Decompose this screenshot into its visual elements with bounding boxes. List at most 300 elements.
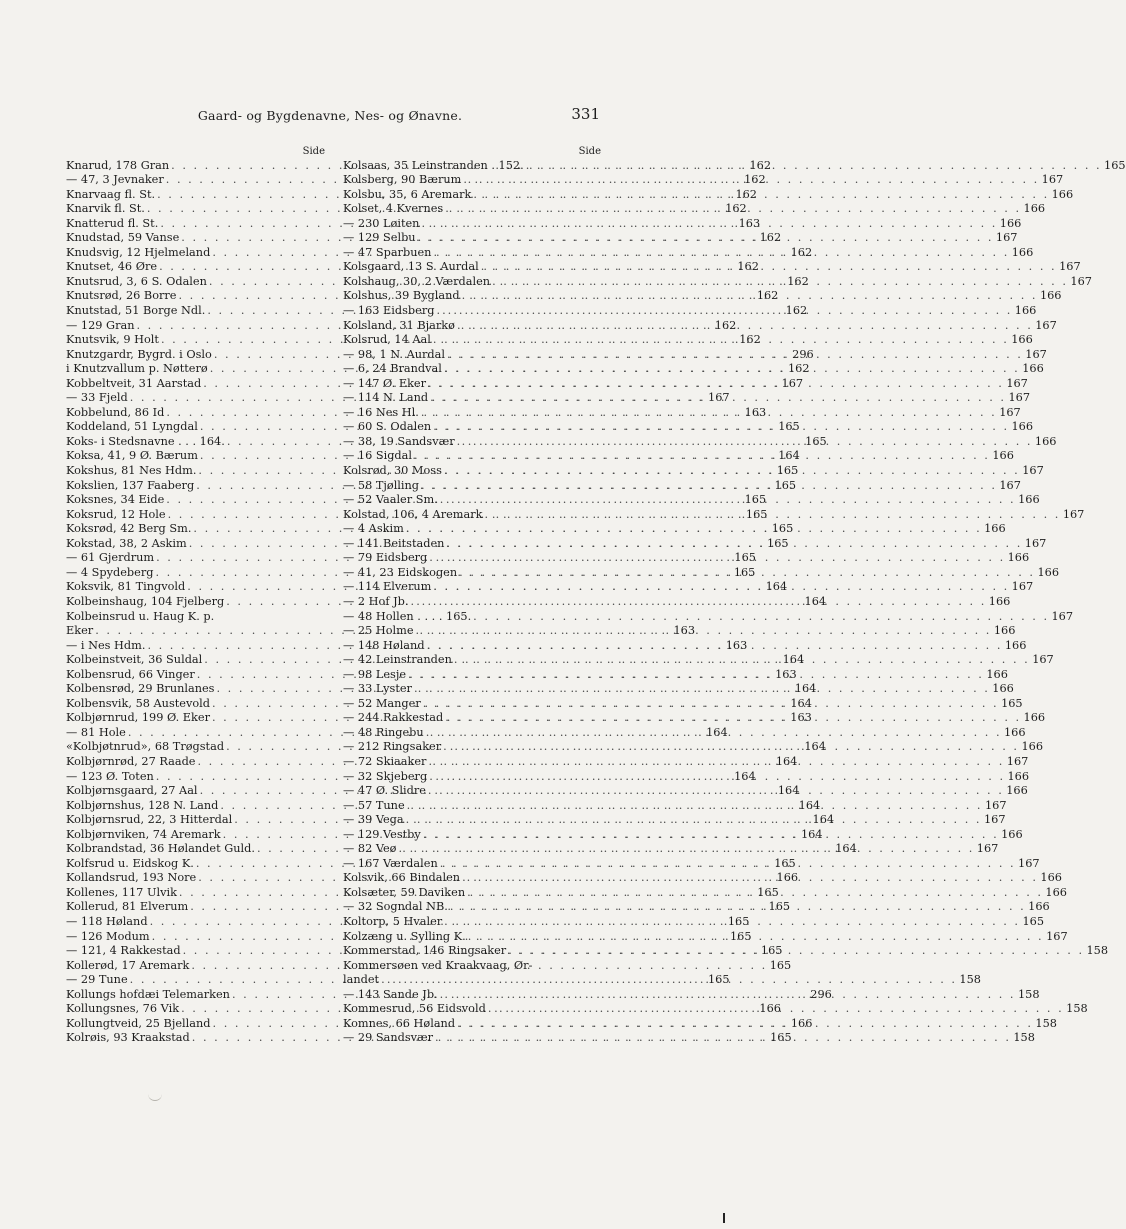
entry-page: 166: [1011, 245, 1034, 259]
entry-name: Kokstad, 38, 2 Askim: [66, 536, 187, 550]
entry-page: 165: [778, 420, 800, 434]
entry-page: 166: [993, 624, 1016, 638]
entry-page: 165: [727, 914, 750, 928]
entry-name: «Kolbjøtnrud», 68 Trøgstad: [66, 740, 225, 754]
entry-page: 167: [708, 391, 730, 405]
entry-page: 158: [959, 973, 981, 987]
pencil-mark: [148, 1094, 162, 1101]
entry-name: — 39 Vega: [343, 813, 404, 827]
entry-name: — 52 Manger: [343, 696, 421, 710]
entry-page: 165: [744, 493, 767, 507]
entry-page: 166: [1023, 711, 1046, 725]
entry-name: Kolsberg, 90 Bærum: [343, 173, 462, 187]
leader-dots: [419, 479, 999, 494]
entry-name: Kolshaug, 30, 2 Værdalen: [343, 274, 491, 288]
leader-dots: [441, 740, 1021, 755]
entry-name: — 82 Veø: [343, 842, 397, 856]
entry-name: — 126 Modum: [66, 929, 150, 943]
entry-name: Kollandsrud, 193 Nore: [66, 871, 197, 885]
leader-dots: [460, 871, 1040, 886]
entry-page: 167: [983, 813, 1006, 827]
entry-page: 166: [759, 1002, 781, 1016]
leader-dots: [396, 842, 976, 857]
entry-name: — 52 Vaaler Sm.: [343, 493, 438, 507]
entry-name: landet: [343, 973, 380, 987]
entry-page: 167: [1051, 609, 1074, 623]
entry-page: 162: [790, 245, 813, 259]
leader-dots: [421, 697, 1001, 712]
entry-name: Kolbeinstveit, 36 Suldal: [66, 653, 203, 667]
leader-dots: [455, 319, 1035, 334]
entry-name: — 38, 19 Sandsvær: [343, 434, 455, 448]
leader-dots: [404, 522, 984, 537]
entry-name: — 148 Høland: [343, 638, 425, 652]
leader-dots: [438, 988, 1018, 1003]
entry-page: 165: [1104, 158, 1126, 172]
entry-page: 167: [1024, 536, 1047, 550]
entry-page: 166: [1006, 784, 1028, 798]
leader-dots: [408, 595, 988, 610]
entry-name: — 58 Tjølling: [343, 478, 420, 492]
entry-page: 165: [805, 434, 827, 448]
entry-name: — 60 S. Odalen: [343, 420, 432, 434]
entry-page: 167: [1008, 391, 1031, 405]
entry-page: 167: [1011, 580, 1034, 594]
edge-mark: [723, 1213, 725, 1223]
leader-dots: [444, 537, 1024, 552]
entry-name: Kolsæter, 59 Daviken: [343, 885, 466, 899]
entry-name: — 25 Holme: [343, 624, 414, 638]
leader-dots: [506, 944, 1086, 959]
leader-dots: [405, 799, 985, 814]
entry-page: 164: [775, 754, 798, 768]
leader-dots: [425, 639, 1005, 654]
entry-page: 162: [735, 187, 757, 201]
entry-page: 162: [749, 158, 772, 172]
leader-dots: [486, 1002, 1066, 1017]
entry-page: 167: [1035, 318, 1057, 332]
entry-name: Kolsland, 31 Bjarkø: [343, 318, 455, 332]
entry-name: Kolbjørnsrud, 22, 3 Hitterdal: [66, 813, 233, 827]
leader-dots: [427, 551, 1007, 566]
leader-dots: [434, 304, 1014, 319]
leader-dots: [431, 580, 1011, 595]
entry-name: — 6, 24 Brandval: [343, 362, 442, 376]
entry-page: 163: [775, 667, 797, 681]
entry-name: Kollenes, 117 Ulvik: [66, 885, 177, 899]
entry-page: 165: [770, 1031, 792, 1045]
entry-page: 165: [707, 973, 730, 987]
entry-page: 165: [774, 478, 797, 492]
entry-page: 167: [781, 376, 804, 390]
leader-dots: [466, 930, 1046, 945]
index-entry: [343, 376, 1028, 392]
entry-page: 164: [790, 696, 812, 710]
entry-page: 166: [1034, 434, 1057, 448]
entry-name: Kommesrud, 56 Eidsvold: [343, 1002, 486, 1016]
entry-name: — 33 Fjeld: [66, 391, 128, 405]
entry-name: Koltorp, 5 Hvaler: [343, 914, 443, 928]
entry-name: — 143 Sande Jb.: [343, 987, 438, 1001]
entry-name: Knutset, 46 Øre: [66, 260, 158, 274]
entry-page: 163: [725, 638, 748, 652]
index-entry: [66, 610, 325, 625]
entry-page: 162: [756, 289, 779, 303]
entry-page: 164: [777, 784, 800, 798]
entry-name: Kommerstad, 146 Ringsaker: [343, 944, 507, 958]
entry-name: Kolzæng u. Sylling K.: [343, 929, 466, 943]
entry-name: Kolset, 4 Kvernes: [343, 202, 444, 216]
entry-page: 167: [1059, 260, 1081, 274]
entry-name: Kolbeinsrud u. Haug K. p.: [66, 609, 215, 623]
entry-name: Kolbjørnrød, 27 Raade: [66, 754, 196, 768]
entry-name: Kobbelund, 86 Id: [66, 405, 165, 419]
side-column-label: Side: [578, 146, 601, 157]
leader-dots: [412, 682, 992, 697]
entry-name: — 129 Gran: [66, 318, 135, 332]
entry-page: 166: [1040, 871, 1062, 885]
entry-page: 166: [1037, 565, 1060, 579]
entry-page: 164: [734, 769, 756, 783]
entry-page: 166: [1011, 420, 1034, 434]
leader-dots: [406, 668, 986, 683]
entry-page: 162: [787, 274, 809, 288]
entry-page: 166: [992, 449, 1014, 463]
entry-name: i Knutzvallum p. Nøtterø: [66, 362, 208, 376]
entry-name: — 32 Skjeberg: [343, 769, 428, 783]
entry-page: 162: [788, 362, 810, 376]
entry-page: 164: [794, 682, 817, 696]
entry-name: Kolbjørnrud, 199 Ø. Eker: [66, 711, 210, 725]
leader-dots: [490, 275, 1070, 290]
entry-name: Eker: [66, 624, 94, 638]
index-entry: [343, 391, 1031, 406]
leader-dots: [442, 915, 1022, 930]
entry-name: — 16 Sigdal: [343, 449, 413, 463]
entry-page: 162: [785, 304, 808, 318]
entry-page: 158: [1035, 1016, 1057, 1030]
entry-name: — 4 Spydeberg: [66, 565, 154, 579]
entry-name: — 81 Hole: [66, 725, 126, 739]
entry-name: Knutstad, 51 Borge Ndl.: [66, 304, 206, 318]
entry-name: Kolbensrød, 29 Brunlanes: [66, 682, 215, 696]
entry-name: — 61 Gjerdrum: [66, 551, 155, 565]
entry-page: 162: [725, 202, 747, 216]
entry-page: 167: [1032, 653, 1054, 667]
leader-dots: [431, 333, 1011, 348]
entry-page: 165: [776, 464, 799, 478]
entry-name: Kolbensvik, 58 Austevold: [66, 696, 211, 710]
entry-page: 165: [734, 551, 756, 565]
leader-dots: [479, 260, 1059, 275]
entry-page: 167: [995, 231, 1018, 245]
entry-name: — 141 Beitstaden: [343, 536, 445, 550]
entry-page: 158: [1086, 944, 1109, 958]
entry-name: Kollerud, 81 Elverum: [66, 900, 189, 914]
entry-page: 165: [733, 565, 756, 579]
leader-dots: [404, 813, 984, 828]
entry-page: 164: [804, 594, 827, 608]
entry-name: — 244 Rakkestad: [343, 711, 444, 725]
entry-page: 166: [1014, 304, 1037, 318]
entry-name: — 114 N. Land: [343, 391, 429, 405]
entry-page: 164: [778, 449, 800, 463]
entry-page: 165: [760, 944, 783, 958]
entry-page: 163: [790, 711, 812, 725]
leader-dots: [424, 726, 1004, 741]
leader-dots: [465, 886, 1045, 901]
leader-dots: [427, 770, 1007, 785]
entry-name: — 29 Tune: [66, 973, 128, 987]
entry-page: 167: [1022, 464, 1044, 478]
entry-page: 165: [757, 885, 779, 899]
entry-page: 165: [774, 856, 796, 870]
index-entry: [343, 871, 1062, 886]
entry-page: 166: [1011, 333, 1033, 347]
leader-dots: [457, 566, 1037, 581]
leader-dots: [438, 493, 1018, 508]
entry-page: 167: [1006, 754, 1029, 768]
entry-name: — 47 Sparbuen: [343, 245, 432, 259]
entry-page: 158: [1017, 987, 1040, 1001]
entry-name: — 33 Lyster: [343, 682, 412, 696]
entry-page: 166: [999, 216, 1022, 230]
entry-page: 166: [1007, 551, 1030, 565]
leader-dots: [442, 464, 1022, 479]
entry-name: — 48 Hollen . . . . 165.: [343, 609, 472, 623]
entry-name: — 129 Vestby: [343, 827, 421, 841]
entry-page: 163: [738, 216, 761, 230]
entry-name: Knarvik fl. St.: [66, 202, 145, 216]
leader-dots: [431, 420, 1011, 435]
entry-name: Knudsvig, 12 Hjelmeland: [66, 245, 211, 259]
entry-page: 164: [765, 580, 788, 594]
entry-name: Koksnes, 34 Eide: [66, 493, 165, 507]
entry-name: Kollungsnes, 76 Vik: [66, 1002, 180, 1016]
entry-page: 167: [1041, 173, 1064, 187]
entry-page: 165: [769, 958, 792, 972]
entry-page: 166: [1023, 202, 1046, 216]
entry-page: 165: [729, 929, 752, 943]
leader-dots: [431, 246, 1011, 261]
leader-dots: [445, 348, 1025, 363]
entry-name: Kokshus, 81 Nes Hdm.: [66, 464, 197, 478]
leader-dots: [460, 289, 1040, 304]
leader-dots: [414, 624, 994, 639]
entry-name: Koksrud, 12 Hole: [66, 507, 166, 521]
entry-name: Kollerød, 17 Aremark: [66, 958, 190, 972]
entry-page: 296: [810, 987, 832, 1001]
entry-name: — 163 Eidsberg: [343, 304, 435, 318]
entry-page: 164: [812, 813, 835, 827]
entry-page: 166: [984, 522, 1006, 536]
leader-dots: [455, 435, 1035, 450]
leader-dots: [448, 900, 1028, 915]
leader-dots: [452, 653, 1032, 668]
entry-page: 162: [737, 260, 759, 274]
leader-dots: [483, 508, 1063, 523]
entry-name: — 212 Ringsaker: [343, 740, 442, 754]
entry-page: 166: [790, 1016, 813, 1030]
leader-dots: [426, 784, 1006, 799]
entry-name: — 16 Nes Hl.: [343, 405, 419, 419]
entry-name: Knatterud fl. St.: [66, 216, 159, 230]
entry-page: 167: [999, 478, 1021, 492]
entry-name: Kolsaas, 35 Leinstranden . 152.: [343, 158, 524, 172]
entry-name: Kolsrød, 30 Moss: [343, 464, 442, 478]
entry-name: Kollungtveid, 25 Bjelland: [66, 1016, 211, 1030]
entry-page: 164: [798, 798, 821, 812]
entry-name: Kolfsrud u. Eidskog K.: [66, 856, 194, 870]
entry-page: 167: [999, 405, 1021, 419]
entry-page: 166: [776, 871, 799, 885]
entry-name: Kolbjørnsgaard, 27 Aal: [66, 784, 198, 798]
index-entry: [343, 914, 1045, 930]
entry-page: 166: [1028, 900, 1050, 914]
entry-name: Knarvaag fl. St.: [66, 187, 156, 201]
entry-page: 166: [1045, 885, 1067, 899]
running-title: Gaard- og Bygdenavne, Nes- og Ønavne.: [197, 108, 463, 123]
entry-name: — 114 Elverum: [343, 580, 432, 594]
leader-dots: [412, 449, 992, 464]
entry-page: 166: [1007, 769, 1030, 783]
entry-page: 162: [759, 231, 782, 245]
entry-page: 163: [673, 624, 696, 638]
entry-name: — 48 Ringebu: [343, 725, 424, 739]
entry-name: — 32 Sogndal NB.: [343, 900, 448, 914]
entry-name: Kolsvik, 66 Bindalen: [343, 871, 461, 885]
leader-dots: [471, 188, 1051, 203]
entry-page: 164: [835, 842, 857, 856]
leader-dots: [471, 610, 1051, 625]
entry-page: 167: [1006, 376, 1028, 390]
leader-dots: [524, 159, 1104, 174]
leader-dots: [443, 711, 1023, 726]
entry-name: — 147 Ø. Eker: [343, 376, 426, 390]
entry-name: — 129 Selbu: [343, 231, 416, 245]
entry-name: Koksrød, 42 Berg Sm.: [66, 522, 192, 536]
entry-name: Kolbjørnviken, 74 Aremark: [66, 827, 221, 841]
leader-dots: [433, 1031, 1013, 1046]
entry-page: 165: [1001, 696, 1023, 710]
entry-name: — 57 Tune: [343, 798, 405, 812]
entry-name: Kolsbu, 35, 6 Aremark: [343, 187, 472, 201]
entry-name: Knutsrød, 26 Borre: [66, 289, 177, 303]
entry-page: 167: [1062, 507, 1085, 521]
entry-name: — 230 Løiten: [343, 216, 420, 230]
entry-page: 166: [992, 682, 1014, 696]
entry-page: 167: [984, 798, 1007, 812]
entry-page: 166: [1021, 740, 1044, 754]
page-header: [60, 105, 600, 130]
entry-name: — 98 Lesje: [343, 667, 407, 681]
entry-name: — 123 Ø. Toten: [66, 769, 154, 783]
entry-page: 166: [988, 594, 1011, 608]
entry-name: Koks- i Stedsnavne . . . 164.: [66, 434, 225, 448]
entry-name: — 72 Skiaaker: [343, 754, 427, 768]
entry-page: 166: [1022, 362, 1044, 376]
leader-dots: [379, 973, 959, 988]
entry-page: 166: [1004, 638, 1027, 652]
leader-dots: [419, 217, 999, 232]
leader-dots: [421, 828, 1001, 843]
index-entry: [343, 609, 1074, 625]
leader-dots: [426, 755, 1006, 770]
entry-name: Kolbeinshaug, 104 Fjelberg: [66, 594, 225, 608]
entry-name: Koksvik, 81 Tingvold: [66, 580, 186, 594]
entry-page: 162: [744, 173, 766, 187]
leader-dots: [416, 231, 996, 246]
entry-page: 165: [1022, 914, 1045, 928]
entry-name: Knutzgardr, Bygrd. i Oslo: [66, 347, 212, 361]
entry-name: Knutsrud, 3, 6 S. Odalen: [66, 274, 207, 288]
entry-page: 166: [1039, 289, 1062, 303]
entry-name: Kolstad, 106, 4 Aremark: [343, 507, 483, 521]
entry-name: Kokslien, 137 Faaberg: [66, 478, 195, 492]
entry-name: Kobbeltveit, 31 Aarstad: [66, 376, 202, 390]
leader-dots: [461, 173, 1041, 188]
leader-dots: [428, 391, 1008, 406]
entry-name: Kolrøis, 93 Kraakstad: [66, 1031, 190, 1045]
entry-page: 165: [745, 507, 768, 521]
entry-page: 166: [1018, 493, 1040, 507]
entry-name: — 2 Hof Jb.: [343, 594, 409, 608]
leader-dots: [455, 1017, 1035, 1032]
entry-page: 162: [714, 318, 737, 332]
entry-page: 165: [768, 900, 791, 914]
entry-name: — 79 Eidsberg: [343, 551, 428, 565]
entry-page: 167: [1046, 929, 1068, 943]
entry-name: Kolbjørnshus, 128 N. Land: [66, 798, 219, 812]
entry-name: Koddeland, 51 Lyngdal: [66, 420, 198, 434]
entry-name: — 118 Høland: [66, 914, 148, 928]
entry-page: 167: [1018, 856, 1040, 870]
entry-name: Komnes, 66 Høland: [343, 1016, 456, 1030]
entry-page: 166: [1004, 725, 1026, 739]
entry-name: Kolbensrud, 66 Vinger: [66, 667, 195, 681]
leader-dots: [438, 857, 1018, 872]
page-number: 331: [571, 105, 600, 123]
entry-page: 164: [804, 740, 826, 754]
entry-name: — 98, 1 N. Aurdal: [343, 347, 445, 361]
entry-name: Koksa, 41, 9 Ø. Bærum: [66, 449, 198, 463]
entry-name: Kolbrandstad, 36 Hølandet Guld.: [66, 842, 255, 856]
entry-page: 296: [792, 347, 814, 361]
entry-name: — 41, 23 Eidskogen: [343, 565, 458, 579]
entry-name: — 47 Ø. Slidre: [343, 784, 426, 798]
entry-page: 164: [706, 725, 728, 739]
entry-name: Kolshus, 39 Bygland: [343, 289, 460, 303]
entry-name: Kolsgaard, 13 S. Aurdal: [343, 260, 479, 274]
entry-name: Kolsrud, 14 Aal: [343, 333, 431, 347]
entry-name: Kommersøen ved Kraakvaag, Ør-: [343, 958, 533, 972]
entry-name: — 121, 4 Rakkestad: [66, 944, 181, 958]
entry-name: Knudstad, 59 Vanse: [66, 231, 180, 245]
entry-page: 165: [771, 522, 794, 536]
entry-page: 167: [1070, 274, 1092, 288]
leader-dots: [443, 202, 1023, 217]
entry-page: 167: [976, 842, 999, 856]
entry-name: — 47, 3 Jevnaker: [66, 173, 164, 187]
entry-name: — 4 Askim: [343, 522, 404, 536]
leader-dots: [426, 377, 1006, 392]
index-entry: [343, 959, 601, 974]
entry-name: — 167 Værdalen: [343, 856, 438, 870]
entry-page: 158: [1013, 1031, 1035, 1045]
entry-page: 166: [986, 667, 1008, 681]
entry-name: Kollungs hofdæi Telemarken: [66, 987, 230, 1001]
entry-page: 162: [739, 333, 761, 347]
